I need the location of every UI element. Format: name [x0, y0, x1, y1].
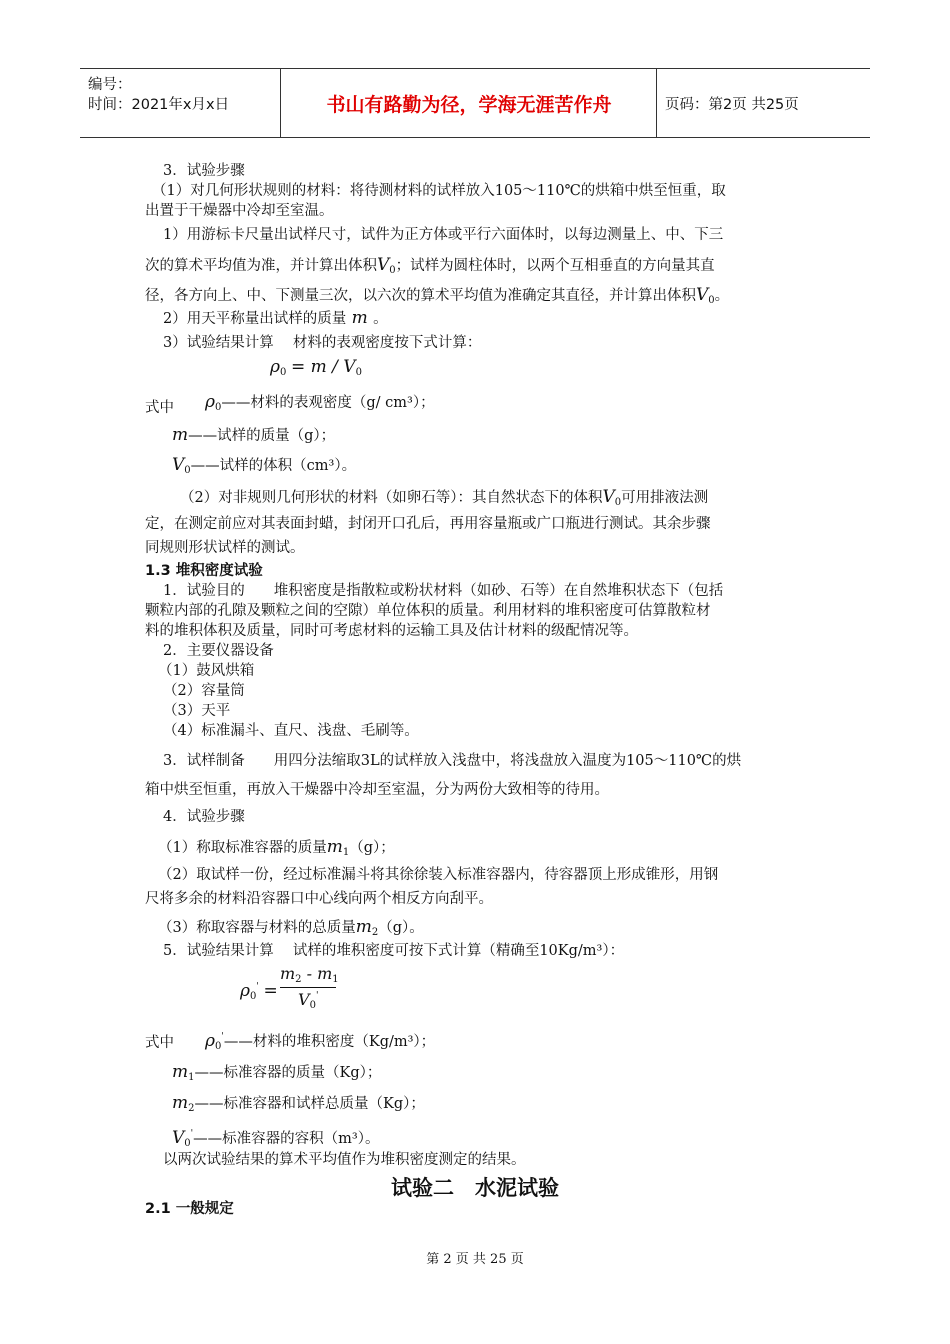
text-line — [163, 308, 388, 329]
formula-bulk-density — [236, 962, 356, 1018]
symbol-v0-prime: $V_0'$ — [172, 1128, 194, 1149]
chapter-title: 试验二 水泥试验 — [391, 1176, 559, 1200]
text-seg: ——材料的堆积密度（Kg/m³）； — [223, 1034, 436, 1050]
text-line: （4）标准漏斗、直尺、浅盘、毛刷等。 — [163, 723, 419, 739]
date-label: 时间：2021年x月x日 — [88, 97, 230, 113]
text-line: （3）天平 — [163, 703, 231, 719]
text-seg: 。 — [714, 288, 730, 304]
header-motto: 书山有路勤为径，学海无涯苦作舟 — [282, 69, 657, 137]
text-line: 以两次试验结果的算术平均值作为堆积密度测定的结果。 — [163, 1152, 526, 1168]
text-line: 式中 — [145, 1035, 174, 1051]
symbol-m2: $m_2$ — [172, 1093, 195, 1114]
text-line: 式中 — [145, 400, 174, 416]
symbol-m1: $m_1$ — [172, 1062, 195, 1083]
text-line: 1）用游标卡尺量出试样尺寸，试件为正方体或平行六面体时，以每边测量上、中、下三 — [163, 227, 724, 243]
section-heading: 2.1 一般规定 — [145, 1201, 234, 1217]
header-page-info: 页码：第2页 共25页 — [665, 96, 799, 113]
text-line: 3）试验结果计算 材料的表观密度按下式计算： — [163, 335, 482, 351]
formula-rhs: = m / V — [290, 357, 356, 377]
text-seg: （3）称取容器与材料的总质量 — [158, 920, 356, 936]
text-seg: ——试样的体积（cm³）。 — [190, 458, 357, 474]
symbol-v0: $V_0$ — [602, 487, 622, 508]
def-line — [205, 1027, 435, 1057]
text-line: 箱中烘至恒重，再放入干燥器中冷却至室温，分为两份大致相等的待用。 — [145, 782, 609, 798]
text-line: 尺将多余的材料沿容器口中心线向两个相反方向刮平。 — [145, 891, 493, 907]
text-line: 同规则形状试样的测试。 — [145, 540, 305, 556]
text-line: 5．试验结果计算 试样的堆积密度可按下式计算（精确至10Kg/m³）： — [163, 943, 625, 959]
text-line: （1）鼓风烘箱 — [158, 663, 255, 679]
header-left-cell — [80, 69, 281, 137]
def-line — [205, 392, 435, 418]
formula-apparent-density: $\rho_0 = m / V_0$ — [270, 357, 362, 378]
symbol-rho0-prime: $\rho_0'$ = — [240, 981, 278, 1002]
text-seg: ——材料的表观密度（g/ cm³）； — [221, 395, 435, 411]
fraction-denominator: $V_0'$ — [298, 990, 319, 1011]
symbol-v0: $V_0$ — [696, 285, 715, 306]
def-line — [172, 1062, 381, 1088]
fraction-bar — [280, 987, 336, 988]
text-seg: （g）。 — [378, 920, 424, 936]
text-line: 1．试验目的 堆积密度是指散粒或粉状材料（如砂、石等）在自然堆积状态下（包括 — [163, 583, 724, 599]
symbol-rho0-prime: $\rho_0'$ — [205, 1031, 224, 1052]
number-label: 编号： — [88, 77, 132, 93]
text-line: 3．试样制备 用四分法缩取3L的试样放入浅盘中，将浅盘放入温度为105～110℃的烘 — [163, 753, 742, 769]
text-seg: 径，各方向上、中、下测量三次，以六次的算术平均值为准确定其直径，并计算出体积 — [145, 288, 696, 304]
text-line: 出置于干燥器中冷却至室温。 — [145, 203, 334, 219]
symbol-m2: $m_2$ — [355, 917, 379, 938]
fraction-numerator: $m_2 - m_1$ — [280, 964, 339, 985]
symbol-v0: $V_0$ — [377, 255, 396, 276]
text-line — [145, 255, 715, 281]
text-line — [180, 487, 708, 513]
def-line — [172, 455, 356, 481]
symbol-m: m — [172, 425, 189, 445]
text-line: 3．试验步骤 — [163, 163, 245, 179]
text-seg: 。 — [373, 311, 388, 327]
text-seg: ；试样为圆柱体时，以两个互相垂直的方向量其直 — [395, 258, 715, 274]
def-line — [172, 1093, 425, 1119]
text-line — [158, 917, 424, 943]
text-seg: ——试样的质量（g）； — [188, 428, 336, 444]
text-seg: ——标准容器的质量（Kg）； — [194, 1065, 382, 1081]
text-line: 料的堆积体积及质量，同时可考虑材料的运输工具及估计材料的级配情况等。 — [145, 623, 638, 639]
text-line: （2）取试样一份，经过标准漏斗将其徐徐装入标准容器内，待容器顶上形成锥形，用钢 — [158, 867, 719, 883]
section-heading: 1.3 堆积密度试验 — [145, 563, 263, 579]
symbol-m: m — [346, 308, 374, 328]
text-seg: 2）用天平称量出试样的质量 — [163, 311, 347, 327]
text-line — [158, 837, 395, 863]
text-seg: ——标准容器的容积（m³）。 — [193, 1131, 380, 1147]
text-line: 颗粒内部的孔隙及颗粒之间的空隙）单位体积的质量。利用材料的堆积密度可估算散粒材 — [145, 603, 711, 619]
symbol-m1: $m_1$ — [326, 837, 350, 858]
symbol-rho0: $\rho_0$ — [205, 392, 222, 413]
text-line: 2．主要仪器设备 — [163, 643, 274, 659]
text-line: （1）对几何形状规则的材料：将待测材料的试样放入105～110℃的烘箱中烘至恒重，取 — [152, 183, 726, 199]
def-line — [172, 425, 335, 446]
text-seg: （2）对非规则几何形状的材料（如卵石等）：其自然状态下的体积 — [180, 490, 603, 506]
symbol-rho0: $\rho_0$ — [270, 357, 287, 378]
text-seg: 可用排液法测 — [621, 490, 709, 506]
text-seg: （g）； — [349, 840, 395, 856]
text-line: 定，在测定前应对其表面封蜡，封闭开口孔后，再用容量瓶或广口瓶进行测试。其余步骤 — [145, 516, 711, 532]
page-footer: 第 2 页 共 25 页 — [426, 1252, 524, 1267]
text-seg: 次的算术平均值为准，并计算出体积 — [145, 258, 377, 274]
text-line: 4．试验步骤 — [163, 809, 245, 825]
text-seg: （1）称取标准容器的质量 — [158, 840, 327, 856]
text-seg: ——标准容器和试样总质量（Kg）； — [194, 1096, 425, 1112]
text-line: （2）容量筒 — [163, 683, 245, 699]
symbol-v0: $V_0$ — [172, 455, 191, 476]
page-header — [80, 68, 870, 138]
